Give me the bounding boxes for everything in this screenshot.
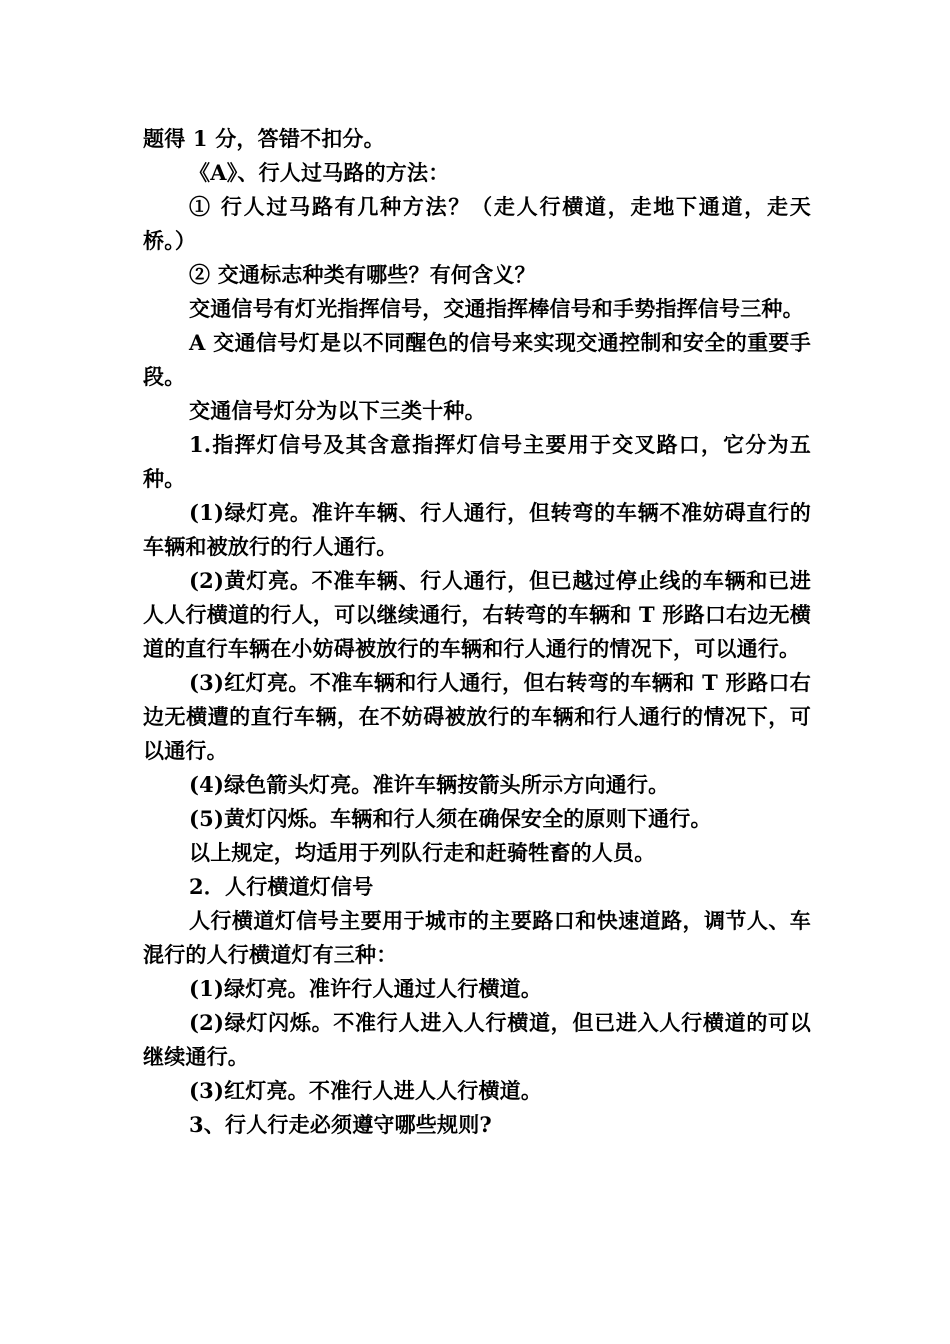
- list-item: (5)黄灯闪烁。车辆和行人须在确保安全的原则下通行。: [189, 806, 712, 831]
- section-heading: 2．人行横道灯信号: [189, 874, 374, 899]
- paragraph: 1.指挥灯信号及其含意指挥灯信号主要用于交叉路口，它分为五种。: [143, 432, 811, 491]
- paragraph: 以上规定，均适用于列队行走和赶骑牲畜的人员。: [189, 840, 656, 865]
- paragraph: 人行横道灯信号主要用于城市的主要路口和快速道路，调节人、车混行的人行横道灯有三种：: [143, 908, 811, 967]
- list-item: (2)绿灯闪烁。不准行人进入人行横道，但已进入人行横道的可以继续通行。: [143, 1010, 811, 1069]
- list-item: (1)绿灯亮。准许行人通过人行横道。: [189, 976, 543, 1001]
- list-item: (1)绿灯亮。准许车辆、行人通行，但转弯的车辆不准妨碍直行的车辆和被放行的行人通行。: [143, 500, 811, 559]
- question-item: ① 行人过马路有几种方法？（走人行横道，走地下通道，走天桥。）: [143, 194, 811, 253]
- question-item: ② 交通标志种类有哪些？有何含义？: [189, 262, 536, 287]
- list-item: (4)绿色箭头灯亮。准许车辆按箭头所示方向通行。: [189, 772, 670, 797]
- list-item: (3)红灯亮。不准车辆和行人通行，但右转弯的车辆和 T 形路口右边无横遭的直行车辆，在不妨碍被放行的车辆和行人通行的情况下，可以通行。: [143, 670, 811, 763]
- paragraph: 交通信号有灯光指挥信号，交通指挥棒信号和手势指挥信号三种。: [189, 296, 804, 321]
- list-item: (3)红灯亮。不准行人进人人行横道。: [189, 1078, 543, 1103]
- paragraph: 题得 1 分，答错不扣分。: [143, 126, 385, 151]
- list-item: (2)黄灯亮。不准车辆、行人通行，但已越过停止线的车辆和已进人人行横道的行人，可以继续通行，右转弯的车辆和 T 形路口右边无横道的直行车辆在小妨碍被放行的车辆和行人通行的情况下，可以通行。: [143, 568, 811, 661]
- section-heading: 3、行人行走必须遵守哪些规则?: [189, 1112, 492, 1137]
- document-body: [143, 122, 811, 1142]
- paragraph: 交通信号灯分为以下三类十种。: [189, 398, 486, 423]
- paragraph: A 交通信号灯是以不同醒色的信号来实现交通控制和安全的重要手段。: [143, 330, 811, 389]
- section-heading: 《A》、行人过马路的方法：: [189, 160, 450, 185]
